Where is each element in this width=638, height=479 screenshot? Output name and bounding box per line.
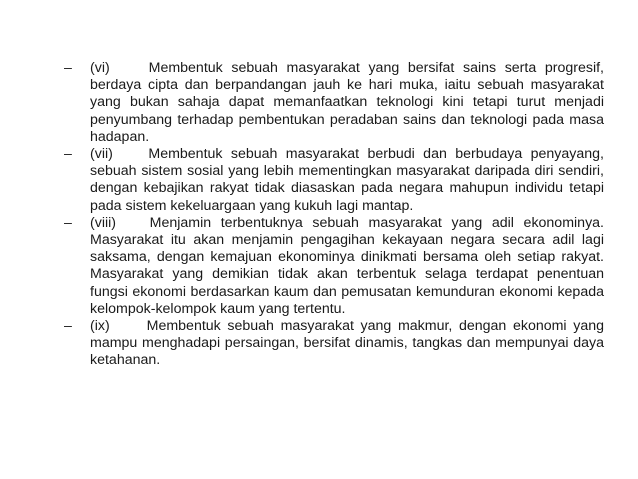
dash-bullet: –	[64, 60, 72, 76]
item-text: Membentuk sebuah masyarakat berbudi dan berbudaya penyayang, sebuah sistem sosial yang lebih mementingkan masyarakat daripada diri sendiri, dengan kebajikan rakyat tidak diasaskan pada negara mahupun individu tetapi pada sistem kekeluargaan yang kukuh lagi mantap.	[90, 146, 604, 214]
dash-bullet: –	[64, 318, 72, 335]
list-item-ix	[64, 318, 604, 370]
dash-bullet: –	[64, 214, 72, 231]
item-text: Membentuk sebuah masyarakat yang makmur, dengan ekonomi yang mampu menghadapi persaingan, bersifat dinamis, tangkas dan mempunyai daya ketahanan.	[90, 318, 604, 369]
item-number: (vi)	[90, 60, 110, 76]
list-item-viii	[64, 215, 604, 318]
item-text: Menjamin terbentuknya sebuah masyarakat yang adil ekonominya. Masyarakat itu akan menjamin pengagihan kekayaan negara secara adil lagi saksama, dengan kemajuan ekonominya dinikmati bersama oleh setiap rakyat. Masyarakat yang demikian tidak akan terbentuk selaga terdapat penentuan fungsi ekonomi berdasarkan kaum dan pemusatan kemunduran ekonomi kepada kelompok-kelompok kaum yang tertentu.	[90, 214, 604, 317]
item-number: (viii)	[90, 214, 116, 231]
item-number: (vii)	[90, 146, 113, 163]
bullet-list	[64, 60, 604, 370]
list-item-vii	[64, 146, 604, 215]
item-number: (ix)	[90, 318, 110, 335]
dash-bullet: –	[64, 146, 72, 163]
list-item-vi	[64, 60, 604, 146]
item-text: Membentuk sebuah masyarakat yang bersifat sains serta progresif, berdaya cipta dan berpandangan jauh ke hari muka, iaitu sebuah masyarakat yang bukan sahaja dapat memanfaatkan teknologi kini tetapi turut menjadi penyumbang terhadap pembentukan peradaban sains dan teknologi pada masa hadapan.	[90, 60, 604, 145]
